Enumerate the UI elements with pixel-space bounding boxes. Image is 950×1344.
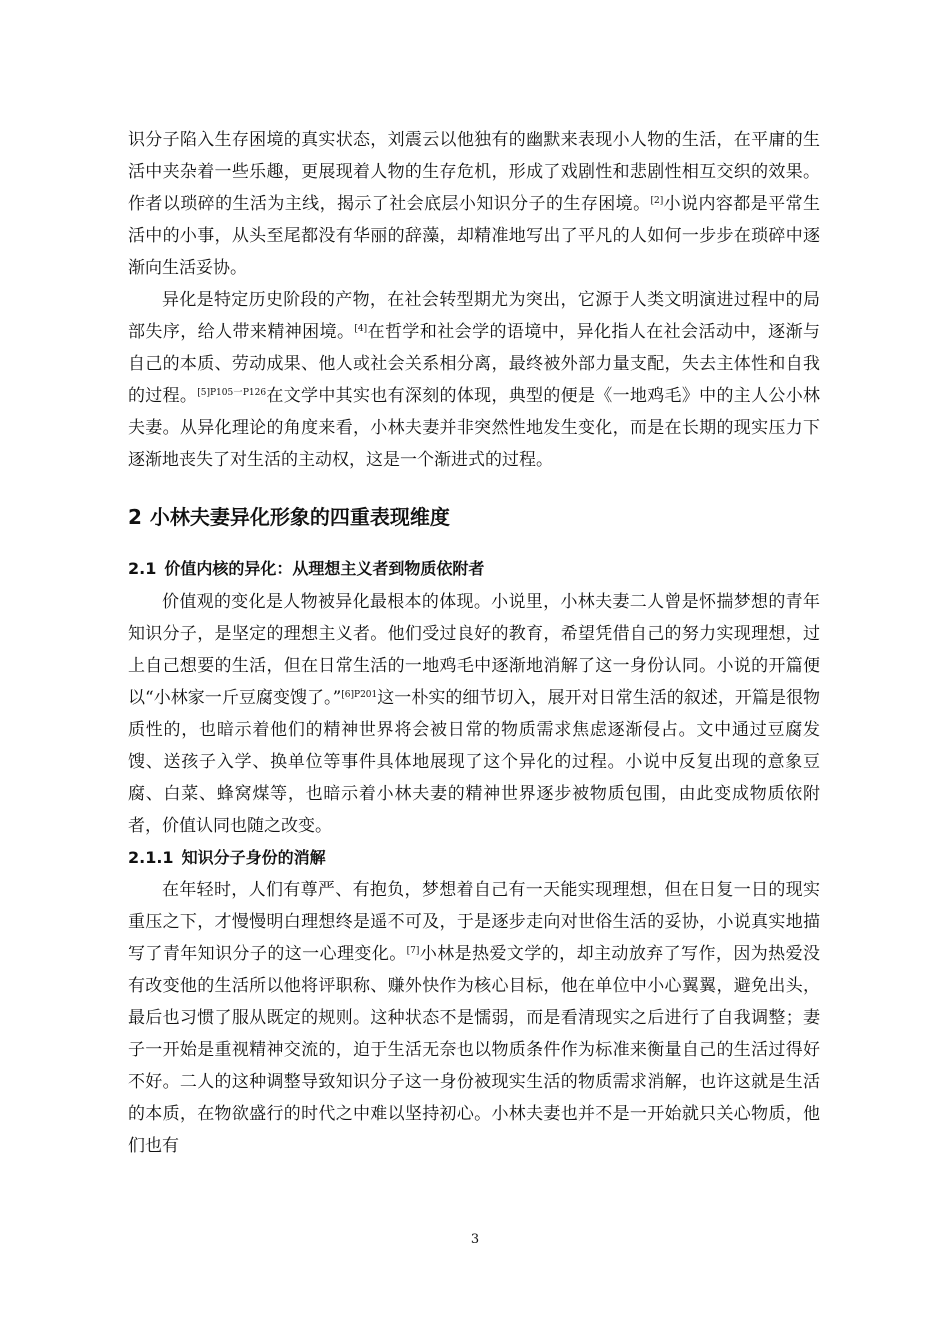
paragraph-text: 异化是特定历史阶段的产物，在社会转型期尤为突出，它源于人类文明演进过程中的局部失序，给人带来精神困境。 xyxy=(128,290,820,342)
citation-ref: [7] xyxy=(406,946,420,956)
document-body xyxy=(128,124,820,1162)
paragraph-text: 小说内容都是平常生活中的小事，从头至尾都没有华丽的辞藻，却精准地写出了平凡的人如何一步步在琐碎中逐渐向生活妥协。 xyxy=(128,194,820,278)
page-number: 3 xyxy=(470,1232,480,1247)
subsection-title: 价值内核的异化：从理想主义者到物质依附者 xyxy=(164,559,485,578)
paragraph-text: 识分子陷入生存困境的真实状态，刘震云以他独有的幽默来表现小人物的生活，在平庸的生活中夹杂着一些乐趣，更展现着人物的生存危机，形成了戏剧性和悲剧性相互交织的效果。作者以琐碎的生活为主线，揭示了社会底层小知识分子的生存困境。 xyxy=(128,130,820,214)
section-heading-2 xyxy=(128,497,820,537)
subsection-heading-2-1 xyxy=(128,552,820,586)
paragraph-text: 小林是热爱文学的，却主动放弃了写作，因为热爱没有改变他的生活所以他将评职称、赚外快作为核心目标，他在单位中小心翼翼，避免出头，最后也习惯了服从既定的规则。这种状态不是懦弱，而是看清现实之后进行了自我调整；妻子一开始是重视精神交流的，迫于生活无奈也以物质条件作为标准来衡量自己的生活过得好不好。二人的这种调整导致知识分子这一身份被现实生活的物质需求消解，也许这就是生活的本质，在物欲盛行的时代之中难以坚持初心。小林夫妻也并不是一开始就只关心物质，他们也有 xyxy=(128,944,821,1156)
citation-ref: [4] xyxy=(354,324,368,334)
paragraph-text: 价值观的变化是人物被异化最根本的体现。小说里，小林夫妻二人曾是怀揣梦想的青年知识分子，是坚定的理想主义者。他们受过良好的教育，希望凭借自己的努力实现理想，过上自己想要的生活，但在日常生活的一地鸡毛中逐渐地消解了这一身份认同。小说的开篇便以“小林家一斤豆腐变馊了。” xyxy=(128,592,820,708)
citation-ref: [6]P201 xyxy=(341,690,378,700)
paragraph-text: 这一朴实的细节切入，展开对日常生活的叙述，开篇是很物质性的，也暗示着他们的精神世界将会被日常的物质需求焦虑逐渐侵占。文中通过豆腐发馊、送孩子入学、换单位等事件具体地展现了这个异化的过程。小说中反复出现的意象豆腐、白菜、蜂窝煤等，也暗示着小林夫妻的精神世界逐步被物质包围，由此变成物质依附者，价值认同也随之改变。 xyxy=(128,688,820,836)
subsection-number: 2.1 xyxy=(128,559,157,578)
paragraph-text: 在哲学和社会学的语境中，异化指人在社会活动中，逐渐与自己的本质、劳动成果、他人或社会关系相分离，最终被外部力量支配，失去主体性和自我的过程。 xyxy=(128,322,821,406)
paragraph-1 xyxy=(128,124,820,284)
citation-ref: [5]P105一P126 xyxy=(197,388,267,398)
paragraph-4 xyxy=(128,874,820,1162)
section-number: 2 xyxy=(128,505,142,529)
subsection-number: 2.1.1 xyxy=(128,848,174,867)
subsection-title: 知识分子身份的消解 xyxy=(181,848,326,867)
citation-ref: [2] xyxy=(650,196,664,206)
paragraph-text: 在文学中其实也有深刻的体现，典型的便是《一地鸡毛》中的主人公小林夫妻。从异化理论的角度来看，小林夫妻并非突然性地发生变化，而是在长期的现实压力下逐渐地丧失了对生活的主动权，这是一个渐进式的过程。 xyxy=(128,386,821,470)
section-title: 小林夫妻异化形象的四重表现维度 xyxy=(149,505,450,529)
paragraph-text: 在年轻时，人们有尊严、有抱负，梦想着自己有一天能实现理想，但在日复一日的现实重压之下，才慢慢明白理想终是遥不可及，于是逐步走向对世俗生活的妥协，小说真实地描写了青年知识分子的这一心理变化。 xyxy=(128,880,820,964)
paragraph-3 xyxy=(128,586,820,842)
subsection-heading-2-1-1 xyxy=(128,842,820,874)
paragraph-2 xyxy=(128,284,820,476)
